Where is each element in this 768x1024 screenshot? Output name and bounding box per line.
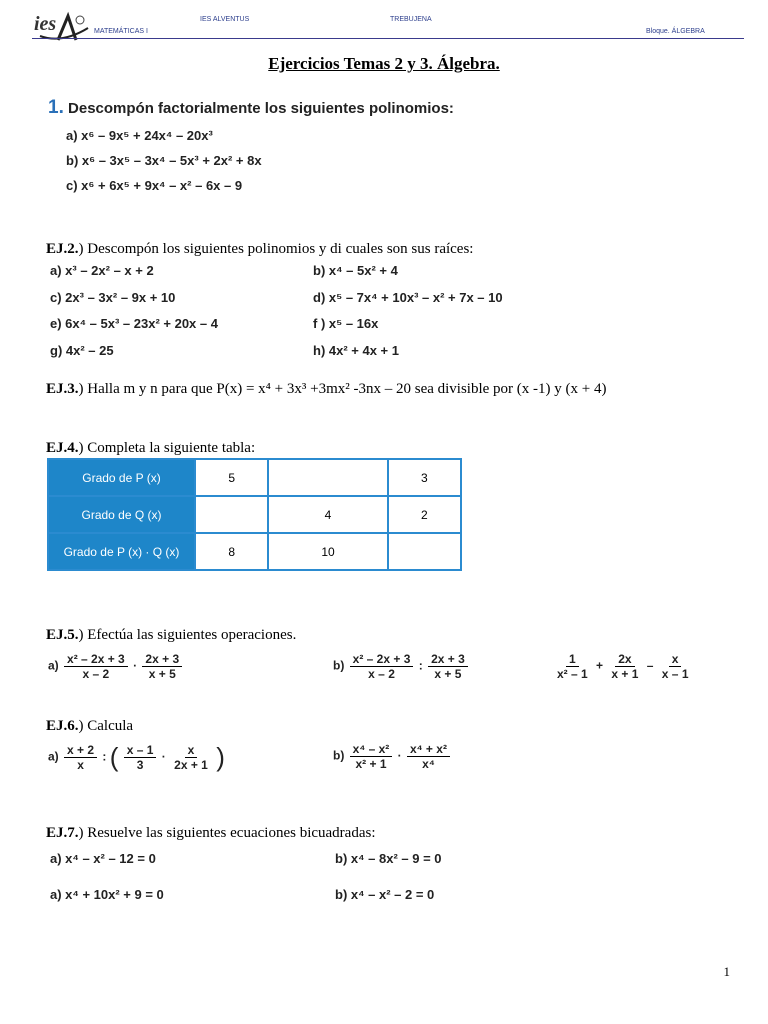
table-cell: 8: [195, 533, 268, 570]
exercise-2-item-g: g) 4x² – 25: [50, 343, 114, 358]
denominator: x + 1: [611, 667, 639, 681]
exercise-4-heading: [46, 440, 255, 457]
exercise-3-heading: [46, 381, 606, 398]
operator: +: [596, 658, 604, 673]
exercise-7-text: ) Resuelve las siguientes ecuaciones bicuadradas:: [78, 825, 376, 841]
table-row: [48, 459, 461, 496]
exercise-3-label: EJ.3.: [46, 381, 79, 397]
header-divider: [32, 38, 744, 39]
table-cell: [388, 533, 461, 570]
table-cell: 2: [388, 496, 461, 533]
fraction: [64, 652, 128, 681]
exercise-7-item-2: b) x⁴ – 8x² – 9 = 0: [335, 851, 442, 866]
denominator: x – 2: [368, 667, 395, 681]
numerator: x + 2: [64, 743, 97, 758]
numerator: 2x + 3: [428, 652, 468, 667]
exercise-1-number: 1.: [48, 97, 64, 118]
exercise-1-text: Descompón factorialmente los siguientes polinomios:: [68, 100, 454, 117]
header-subject: MATEMÁTICAS I: [94, 28, 148, 35]
table-cell: [268, 459, 387, 496]
exercise-1-item-c: c) x⁶ + 6x⁵ + 9x⁴ – x² – 6x – 9: [66, 178, 243, 193]
exercise-5-item-c: [552, 652, 694, 681]
table-cell: 3: [388, 459, 461, 496]
exercise-2-item-b: b) x⁴ – 5x² + 4: [313, 263, 398, 278]
exercise-2-item-a: a) x³ – 2x² – x + 2: [50, 263, 154, 278]
header-block: Bloque. ÁLGEBRA: [646, 28, 705, 35]
fraction: [171, 743, 211, 772]
paren-close: ): [216, 742, 225, 772]
denominator: x² – 1: [557, 667, 588, 681]
fraction: [608, 652, 641, 681]
exercise-1-heading: [48, 97, 454, 119]
exercise-2-item-e: e) 6x⁴ – 5x³ – 23x² + 20x – 4: [50, 316, 218, 331]
fraction: [428, 652, 468, 681]
exercise-5-item-b: [333, 652, 470, 681]
exercise-2-item-d: d) x⁵ – 7x⁴ + 10x³ – x² + 7x – 10: [313, 290, 503, 305]
denominator: 2x + 1: [174, 758, 208, 772]
exercise-7-item-1: a) x⁴ – x² – 12 = 0: [50, 851, 156, 866]
item-label: b): [333, 748, 345, 763]
numerator: 2x + 3: [142, 652, 182, 667]
numerator: x⁴ + x²: [407, 742, 450, 757]
numerator: 2x: [615, 652, 634, 667]
exercise-3-text: ) Halla m y n para que P(x) = x⁴ + 3x³ +3mx² -3nx – 20 sea divisible por (x -1) y (x + 4): [78, 381, 607, 397]
exercise-7-label: EJ.7.: [46, 825, 79, 841]
denominator: x – 2: [82, 667, 110, 681]
operator: :: [418, 658, 423, 673]
table-row: [48, 533, 461, 570]
row-header: Grado de P (x) · Q (x): [48, 533, 195, 570]
exercise-5-text: ) Efectúa las siguientes operaciones.: [78, 627, 297, 643]
exercise-7-item-4: b) x⁴ – x² – 2 = 0: [335, 887, 435, 902]
item-label: a): [48, 658, 59, 673]
exercise-6-label: EJ.6.: [46, 718, 79, 734]
exercise-2-label: EJ.2.: [46, 241, 79, 257]
exercise-7-item-3: a) x⁴ + 10x² + 9 = 0: [50, 887, 164, 902]
exercise-4-text: ) Completa la siguiente tabla:: [78, 440, 256, 456]
table-cell: 5: [195, 459, 268, 496]
fraction: [350, 742, 393, 771]
operator: ·: [161, 749, 166, 764]
exercise-6-text: ) Calcula: [78, 718, 134, 734]
exercise-7-heading: [46, 825, 376, 842]
header-school: IES ALVENTUS: [200, 16, 250, 23]
page-number: 1: [723, 964, 730, 979]
exercise-6-heading: [46, 718, 133, 735]
paren-open: (: [109, 742, 119, 772]
page-header: [0, 0, 768, 42]
table-cell: 4: [268, 496, 387, 533]
exercise-1-item-b: b) x⁶ – 3x⁵ – 3x⁴ – 5x³ + 2x² + 8x: [66, 153, 262, 168]
exercise-2-text: ) Descompón los siguientes polinomios y di cuales son sus raíces:: [78, 241, 474, 257]
numerator: x: [669, 652, 682, 667]
item-label: b): [333, 658, 345, 673]
exercise-6-item-a: [48, 742, 225, 773]
numerator: 1: [566, 652, 579, 667]
exercise-2-item-c: c) 2x³ – 3x² – 9x + 10: [50, 290, 176, 305]
operator: –: [646, 658, 654, 673]
exercise-2-item-h: h) 4x² + 4x + 1: [313, 343, 399, 358]
fraction: [659, 652, 692, 681]
exercise-2-heading: [46, 241, 473, 258]
numerator: x⁴ – x²: [350, 742, 393, 757]
operator: :: [102, 749, 107, 764]
fraction: [124, 743, 157, 772]
exercise-4-label: EJ.4.: [46, 440, 79, 456]
table-cell: [195, 496, 268, 533]
degree-table: [47, 458, 462, 571]
fraction: [554, 652, 591, 681]
row-header: Grado de P (x): [48, 459, 195, 496]
numerator: x – 1: [124, 743, 157, 758]
table-row: [48, 496, 461, 533]
exercise-5-heading: [46, 627, 296, 644]
denominator: x: [77, 758, 84, 772]
fraction: [142, 652, 182, 681]
operator: ·: [133, 658, 138, 673]
denominator: x⁴: [422, 757, 435, 771]
denominator: 3: [136, 758, 144, 772]
exercise-5-label: EJ.5.: [46, 627, 79, 643]
exercise-1-item-a: a) x⁶ – 9x⁵ + 24x⁴ – 20x³: [66, 128, 213, 143]
denominator: x + 5: [148, 667, 176, 681]
numerator: x: [185, 743, 198, 758]
numerator: x² – 2x + 3: [64, 652, 128, 667]
denominator: x + 5: [434, 667, 462, 681]
page-title: Ejercicios Temas 2 y 3. Álgebra.: [268, 54, 500, 73]
svg-text:ies: ies: [34, 13, 57, 35]
exercise-2-item-f: f ) x⁵ – 16x: [313, 316, 379, 331]
table-cell: 10: [268, 533, 387, 570]
fraction: [64, 743, 97, 772]
numerator: x² – 2x + 3: [350, 652, 414, 667]
exercise-6-item-b: [333, 742, 452, 771]
denominator: x – 1: [661, 667, 689, 681]
operator: ·: [397, 748, 402, 763]
fraction: [407, 742, 450, 771]
fraction: [350, 652, 414, 681]
exercise-5-item-a: [48, 652, 184, 681]
row-header: Grado de Q (x): [48, 496, 195, 533]
denominator: x² + 1: [355, 757, 387, 771]
item-label: a): [48, 749, 59, 764]
header-town: TREBUJENA: [390, 16, 432, 23]
